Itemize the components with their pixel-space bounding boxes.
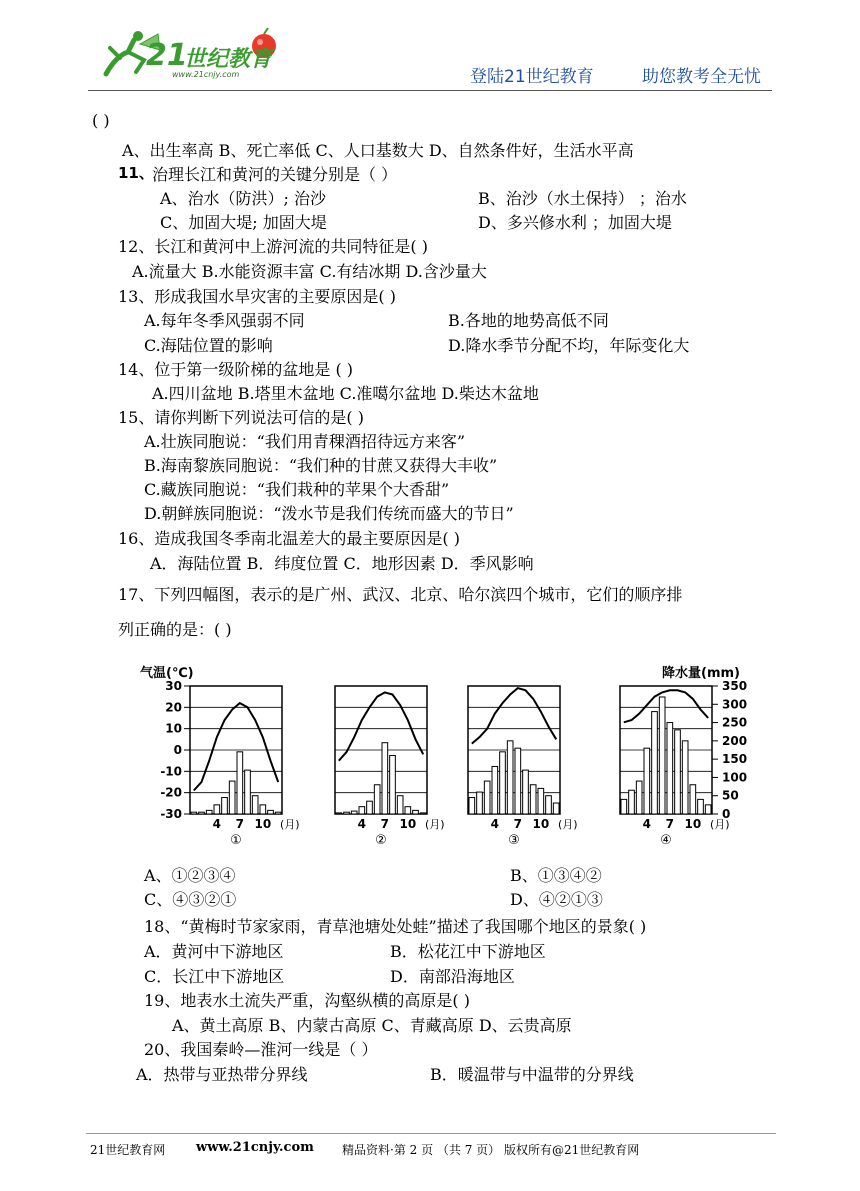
q11-option-c: C、加固大堤; 加固大堤 xyxy=(160,213,327,232)
q17-option-a: A、①②③④ xyxy=(144,866,236,885)
logo-number: 21 xyxy=(146,38,188,73)
precip-bar xyxy=(675,730,681,814)
q17-option-c: C、④③②① xyxy=(144,890,237,909)
precip-bar xyxy=(682,741,688,814)
precip-bar xyxy=(214,805,220,814)
q15-option-d: D.朝鲜族同胞说：“泼水节是我们传统而盛大的节日” xyxy=(144,504,514,523)
panel-number: ② xyxy=(375,833,387,848)
month-label: 4 xyxy=(357,817,367,831)
month-label: 7 xyxy=(380,817,390,831)
precip-bar xyxy=(492,766,498,814)
precip-bar xyxy=(538,788,544,814)
precip-bar xyxy=(405,807,411,814)
month-label: 4 xyxy=(642,817,652,831)
precip-bar xyxy=(546,796,552,814)
precip-bar xyxy=(199,812,205,814)
month-label: 10 xyxy=(399,817,417,831)
precip-bar xyxy=(191,812,197,814)
precip-bar xyxy=(667,723,673,814)
precip-bar xyxy=(229,781,235,814)
q14-options: A.四川盆地 B.塔里木盆地 C.准噶尔盆地 D.柴达木盆地 xyxy=(152,384,539,403)
precip-bar xyxy=(351,811,357,814)
q10-blank: ( ) xyxy=(92,111,110,130)
precip-bar xyxy=(530,785,536,814)
temp-tick-label: 10 xyxy=(165,721,182,736)
climate-charts-svg xyxy=(130,676,770,856)
precip-bar xyxy=(344,812,350,814)
temp-tick-label: 0 xyxy=(173,743,182,757)
precip-bar xyxy=(206,810,212,814)
q11-number: 11、 xyxy=(118,164,154,182)
month-unit: (月) xyxy=(710,818,730,831)
q18-option-a: A．黄河中下游地区 xyxy=(144,942,284,961)
precip-bar xyxy=(245,770,251,814)
temp-tick-label: -30 xyxy=(160,807,182,821)
q18-stem: 18、“黄梅时节家家雨，青草池塘处处蛙”描述了我国哪个地区的景象( ) xyxy=(144,917,647,936)
panel-number: ③ xyxy=(508,833,520,848)
q15-option-b: B.海南黎族同胞说：“我们种的甘蔗又获得大丰收” xyxy=(144,456,498,475)
precip-bar xyxy=(469,798,475,814)
q18-option-d: D．南部沿海地区 xyxy=(390,967,515,986)
precip-bar xyxy=(477,792,483,814)
precip-bar xyxy=(644,748,650,814)
precip-bar xyxy=(690,785,696,814)
precip-bar xyxy=(237,752,243,814)
precip-bar xyxy=(629,790,635,814)
q11-option-b: B、治沙（水土保持） ；治水 xyxy=(478,189,687,208)
precip-bar xyxy=(413,810,419,814)
month-unit: (月) xyxy=(425,818,445,831)
precip-bar xyxy=(260,805,266,814)
header-divider xyxy=(88,90,772,91)
q19-stem: 19、地表水土流失严重，沟壑纵横的高原是( ) xyxy=(144,991,470,1010)
precip-bar xyxy=(390,755,396,814)
precip-bar xyxy=(252,796,258,814)
q17-option-b: B、①③④② xyxy=(510,866,602,885)
q12-options: A.流量大 B.水能资源丰富 C.有结冰期 D.含沙量大 xyxy=(132,262,487,281)
month-label: 10 xyxy=(254,817,272,831)
precip-bar xyxy=(367,801,373,814)
precip-tick-label: 0 xyxy=(722,807,731,821)
precip-bar xyxy=(659,697,665,814)
temp-tick-label: -20 xyxy=(160,785,182,800)
month-label: 4 xyxy=(212,817,222,831)
q15-option-c: C.藏族同胞说：“我们栽种的苹果个大香甜” xyxy=(144,480,450,499)
header-slogan-right: 助您教考全无忧 xyxy=(642,67,761,87)
month-label: 4 xyxy=(490,817,500,831)
footer-url[interactable]: www.21cnjy.com xyxy=(196,1140,314,1155)
panel-number: ④ xyxy=(660,833,672,848)
panel-number: ① xyxy=(230,833,242,848)
precip-bar xyxy=(621,799,627,814)
q15-option-a: A.壮族同胞说：“我们用青稞酒招待远方来客” xyxy=(144,432,466,451)
month-label: 7 xyxy=(235,817,245,831)
logo-text: 世纪教育 xyxy=(184,47,273,72)
month-unit: (月) xyxy=(558,818,578,831)
precip-bar xyxy=(420,813,426,814)
q14-stem: 14、位于第一级阶梯的盆地是 ( ) xyxy=(118,360,354,379)
precip-bar xyxy=(698,799,704,814)
q13-option-c: C.海陆位置的影响 xyxy=(144,336,273,355)
precip-tick-label: 250 xyxy=(722,715,748,730)
footer-info: 精品资料·第 2 页 （共 7 页） 版权所有@21世纪教育网 xyxy=(342,1143,640,1157)
precip-tick-label: 350 xyxy=(722,679,748,693)
precip-bar xyxy=(382,743,388,814)
q17-line1: 17、下列四幅图，表示的是广州、武汉、北京、哈尔滨四个城市，它们的顺序排 xyxy=(118,585,683,604)
footer-divider xyxy=(86,1133,776,1134)
q11-option-d: D、多兴修水利 ；加固大堤 xyxy=(478,213,672,232)
temp-tick-label: -10 xyxy=(160,764,182,779)
month-label: 7 xyxy=(513,817,523,831)
q18-option-c: C．长江中下游地区 xyxy=(144,967,285,986)
q12-stem: 12、长江和黄河中上游河流的共同特征是( ) xyxy=(118,237,428,256)
precip-tick-label: 200 xyxy=(722,733,748,748)
precip-bar xyxy=(268,810,274,814)
q15-stem: 15、请你判断下列说法可信的是( ) xyxy=(118,408,364,427)
precip-bar xyxy=(222,798,228,814)
precip-tick-label: 300 xyxy=(722,697,748,712)
temp-axis-title: 气温(℃) xyxy=(140,666,194,681)
month-label: 10 xyxy=(684,817,702,831)
q13-option-b: B.各地的地势高低不同 xyxy=(448,311,609,330)
footer-site: 21世纪教育网 xyxy=(90,1143,166,1157)
q13-option-a: A.每年冬季风强弱不同 xyxy=(144,311,305,330)
temp-tick-label: 30 xyxy=(165,679,182,693)
q13-stem: 13、形成我国水旱灾害的主要原因是( ) xyxy=(118,287,396,306)
precip-bar xyxy=(523,770,529,814)
q18-option-b: B．松花江中下游地区 xyxy=(390,942,546,961)
precip-bar xyxy=(336,813,342,814)
q20-option-b: B．暖温带与中温带的分界线 xyxy=(430,1065,634,1084)
q11-option-a: A、治水（防洪）; 治沙 xyxy=(160,189,327,208)
q20-option-a: A．热带与亚热带分界线 xyxy=(136,1065,308,1084)
precip-bar xyxy=(652,712,658,814)
month-label: 7 xyxy=(665,817,675,831)
precip-bar xyxy=(636,781,642,814)
precip-tick-label: 150 xyxy=(722,752,748,767)
logo-url: www.21cnjy.com xyxy=(172,70,240,79)
q16-stem: 16、造成我国冬季南北温差大的最主要原因是( ) xyxy=(118,529,460,548)
precip-bar xyxy=(275,812,281,814)
q13-option-d: D.降水季节分配不均，年际变化大 xyxy=(448,336,690,355)
month-unit: (月) xyxy=(280,818,300,831)
precip-bar xyxy=(705,805,711,814)
precip-bar xyxy=(507,741,513,814)
header-slogan-left: 登陆21世纪教育 xyxy=(470,67,594,87)
q19-options: A、黄土高原 B、内蒙古高原 C、青藏高原 D、云贵高原 xyxy=(172,1016,572,1035)
precip-bar xyxy=(500,752,506,814)
precip-bar xyxy=(515,748,521,814)
q10-options: A、出生率高 B、死亡率低 C、人口基数大 D、自然条件好，生活水平高 xyxy=(122,141,634,160)
precip-axis-title: 降水量(mm) xyxy=(662,666,740,681)
q16-options: A．海陆位置 B．纬度位置 C．地形因素 D．季风影响 xyxy=(150,554,534,573)
precip-tick-label: 50 xyxy=(722,788,739,803)
temp-tick-label: 20 xyxy=(165,700,182,715)
precip-bar xyxy=(484,781,490,814)
q11-stem: 治理长江和黄河的关键分别是（ ） xyxy=(152,165,398,184)
q20-stem: 20、我国秦岭—淮河一线是（ ） xyxy=(144,1040,378,1059)
precip-bar xyxy=(374,785,380,814)
q17-option-d: D、④②①③ xyxy=(510,890,603,909)
precip-bar xyxy=(553,803,559,814)
precip-tick-label: 100 xyxy=(722,770,748,785)
month-label: 10 xyxy=(532,817,550,831)
precip-bar xyxy=(359,807,365,814)
q17-line2: 列正确的是：( ) xyxy=(118,620,232,639)
precip-bar xyxy=(397,796,403,814)
